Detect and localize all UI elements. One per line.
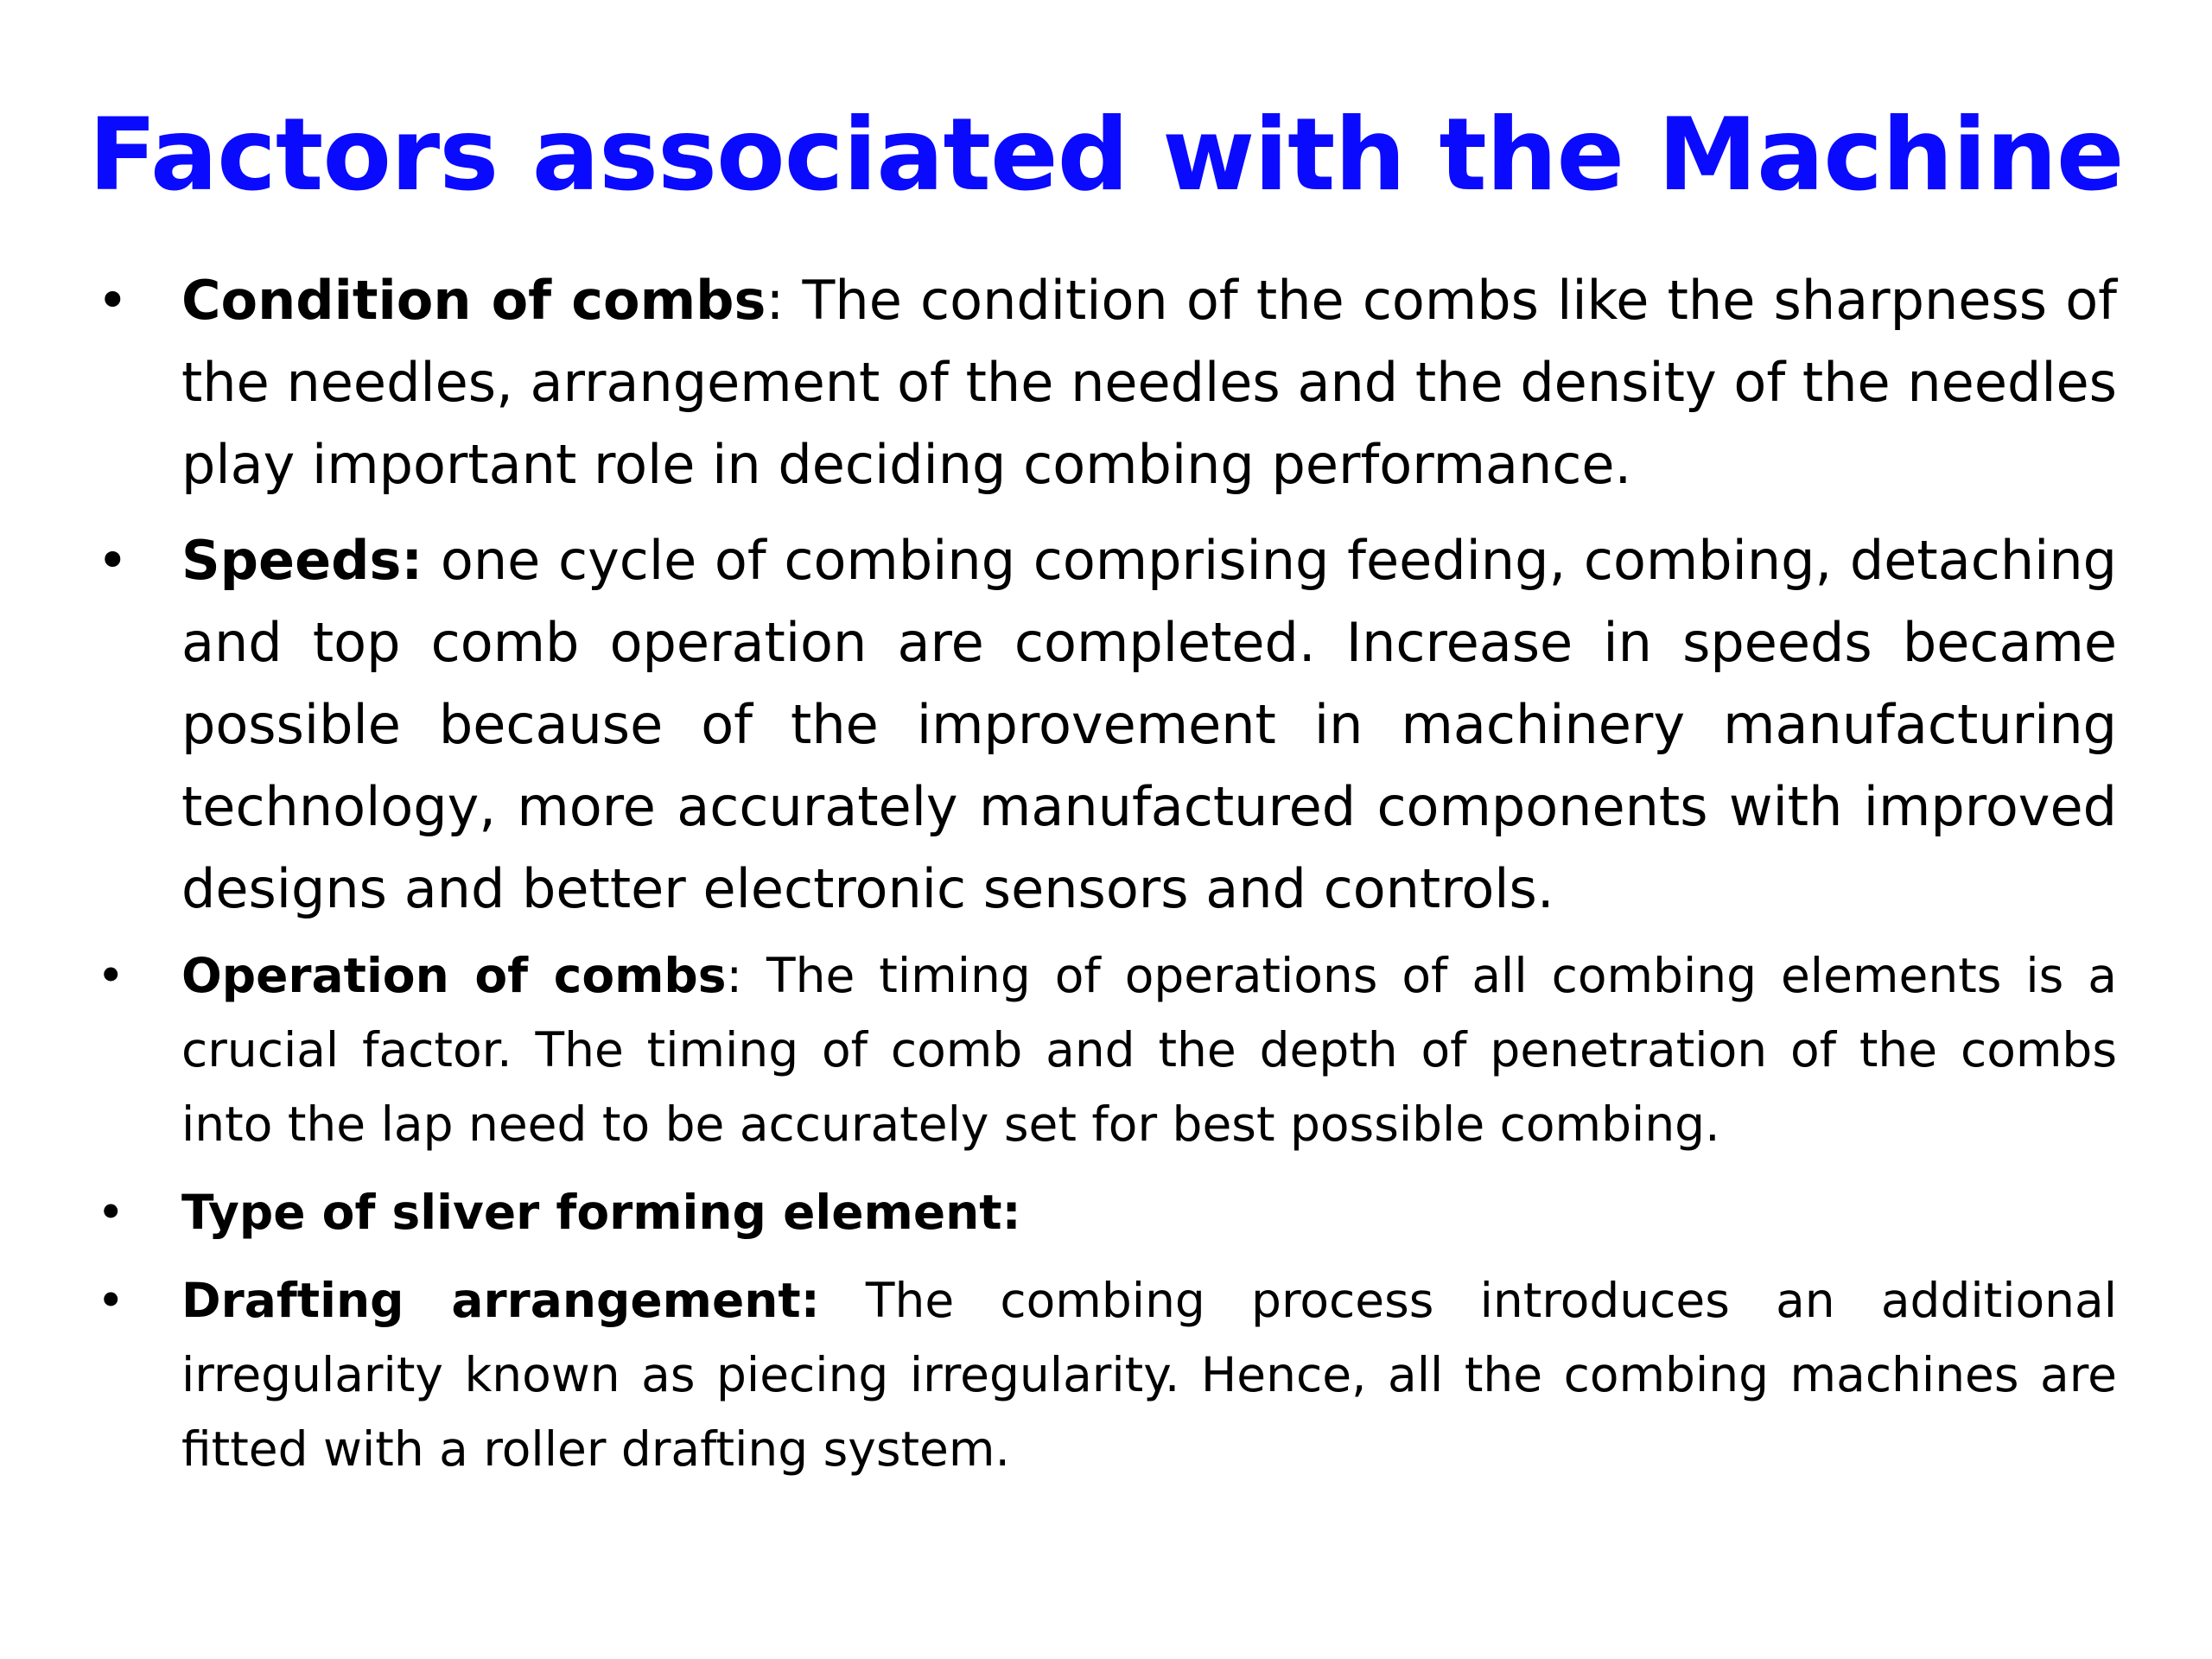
bullet-text: The condition of the combs like the sharpness of the needles, arrangement of the needles and the density of the needles play important role in deciding combing performance. [181,269,2117,496]
bullet-text: The timing of operations of all combing elements is a crucial factor. The timing of comb and the depth of penetration of the combs into the lap need to be accurately set for best possible combing. [181,948,2117,1152]
bullet-dot: • [97,269,129,332]
slide-title: Factors associated with the Machine [88,97,2124,213]
bullet-term: Type of sliver forming element: [181,1185,1021,1240]
bullet-text: one cycle of combing comprising feeding, combing, detaching and top comb operation are completed. Increase in speeds became possible because of the improvement in machinery manufacturing technology, more accurately manufactured components with improved designs and better electronic sensors and controls. [181,529,2117,920]
bullet-separator: : [766,269,785,332]
bullet-term: Speeds: [181,529,423,592]
bullet-term: Condition of combs [181,269,766,332]
bullet-dot: • [97,948,125,1003]
bullet-text: The combing process introduces an additional irregularity known as piecing irregularity. Hence, all the combing machines are fitted with a roller drafting system. [181,1273,2117,1477]
bullet-dot: • [97,529,129,592]
bullet-separator: : [726,948,743,1003]
bullet-drafting-arrangement [97,1263,2117,1486]
bullet-dot: • [97,1273,125,1328]
bullet-term: Drafting arrangement: [181,1273,820,1328]
bullet-list [97,259,2117,1486]
bullet-type-of-sliver-forming-element [97,1175,2117,1249]
bullet-condition-of-combs [97,259,2117,505]
bullet-dot: • [97,1185,125,1240]
bullet-operation-of-combs [97,938,2117,1161]
bullet-speeds [97,519,2117,930]
bullet-term: Operation of combs [181,948,727,1003]
